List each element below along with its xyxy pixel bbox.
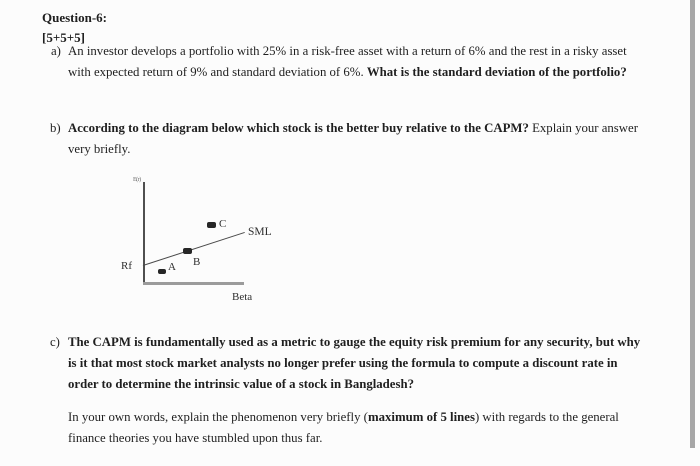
list-item-c-followup bbox=[68, 407, 646, 449]
x-axis-title: Beta bbox=[232, 291, 253, 303]
item-b-text-regular: Explain your answer very briefly. bbox=[68, 121, 638, 156]
item-a-text-regular: An investor develops a portfolio with 25% in a risk-free asset with a return of 6% and the rest in a risky asset with expected return of 9% and standard deviation of 6%. bbox=[68, 44, 627, 79]
point-a-marker bbox=[158, 269, 166, 274]
y-axis-line bbox=[143, 182, 145, 285]
list-item-b-marker: b) bbox=[50, 121, 61, 135]
point-b-label: B bbox=[193, 256, 201, 268]
risk-free-rate-label: Rf bbox=[121, 260, 132, 272]
point-c-marker bbox=[207, 222, 216, 228]
question-marks: [5+5+5] bbox=[42, 30, 85, 45]
list-item-c-marker: c) bbox=[50, 335, 60, 349]
x-axis-line bbox=[143, 282, 244, 285]
point-b-marker bbox=[183, 248, 192, 254]
question-title: Question-6: bbox=[42, 10, 107, 25]
list-item-a-text bbox=[68, 41, 646, 83]
list-item-c-question: The CAPM is fundamentally used as a metric to gauge the equity risk premium for any security, but why is it that most stock market analysts no longer prefer using the formula to compute a discount rate in order to determine the intrinsic value of a stock in Bangladesh? bbox=[68, 335, 641, 391]
item-a-text-bold: What is the standard deviation of the portfolio? bbox=[366, 65, 627, 79]
item-b-text-bold: According to the diagram below which stock is the better buy relative to the CAPM? bbox=[68, 121, 529, 135]
item-c-followup-bold: maximum of 5 lines bbox=[367, 410, 475, 424]
page-edge-bar bbox=[690, 0, 695, 448]
list-item-a-marker: a) bbox=[51, 44, 61, 58]
list-item-b-text bbox=[68, 118, 646, 160]
capm-sml-diagram bbox=[108, 174, 298, 308]
sml-label: SML bbox=[248, 226, 272, 238]
point-c-label: C bbox=[219, 218, 227, 230]
item-c-followup-post: ) with regards to the general finance theories you have stumbled upon thus far. bbox=[68, 410, 619, 445]
y-axis-label: E(r) bbox=[133, 177, 141, 183]
item-c-followup-pre: In your own words, explain the phenomenon very briefly ( bbox=[68, 410, 368, 424]
point-a-label: A bbox=[168, 261, 176, 273]
